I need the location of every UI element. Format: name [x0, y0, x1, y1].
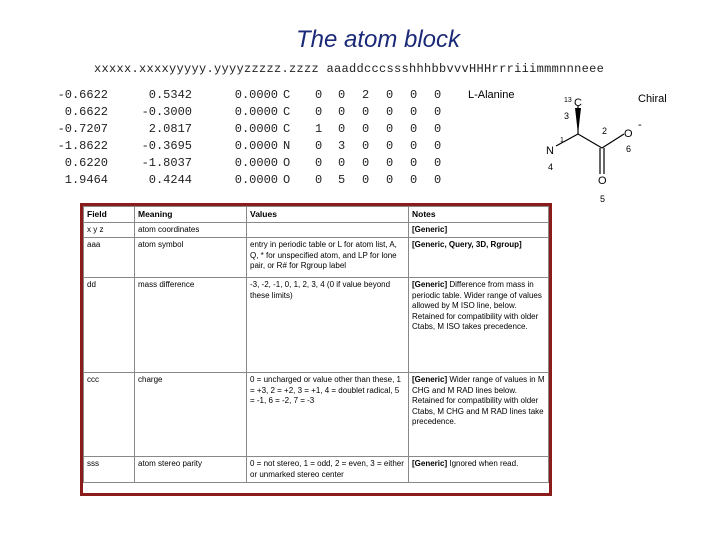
cell-notes	[409, 278, 549, 373]
atom-field: 0	[410, 88, 418, 102]
field-reference-table	[80, 203, 552, 496]
cell-notes	[409, 373, 549, 457]
atom-field: 0	[338, 156, 346, 170]
page-title: The atom block	[295, 26, 461, 53]
atom-field: 0	[362, 139, 370, 153]
table-row	[84, 373, 549, 457]
atom-z: 0.0000	[234, 88, 278, 102]
atom-field: 0	[362, 173, 370, 187]
table-row	[84, 238, 549, 278]
atom-field: 0	[338, 105, 346, 119]
atom-z: 0.0000	[234, 105, 278, 119]
atom-field: 0	[434, 139, 442, 153]
cell-notes: [Generic, Query, 3D, Rgroup]	[409, 238, 549, 278]
atom-z: 0.0000	[234, 122, 278, 136]
atom-c13: C	[574, 97, 582, 109]
atom-field: 0	[386, 105, 394, 119]
atom-field: 0	[362, 122, 370, 136]
cell-values: entry in periodic table or L for atom list, A, Q, * for unspecified atom, and LP for lone pair, or R# for Rgroup label	[247, 238, 409, 278]
cell-values: 0 = uncharged or value other than these, 1 = +3, 2 = +2, 3 = +1, 4 = doublet radical, 5 = -1, 6 = -2, 7 = -3	[247, 373, 409, 457]
atom-y: 2.0817	[148, 122, 192, 136]
atom-field: 0	[315, 156, 323, 170]
cell-meaning: atom symbol	[135, 238, 247, 278]
cell-notes	[409, 457, 549, 483]
atom-field: 0	[410, 173, 418, 187]
header-notes: Notes	[409, 207, 549, 223]
wedge-bond	[575, 108, 581, 134]
atom-field: 0	[338, 88, 346, 102]
cell-field: aaa	[84, 238, 135, 278]
num-13: 13	[564, 97, 572, 104]
molecule-name: L-Alanine	[468, 89, 515, 101]
cell-meaning: charge	[135, 373, 247, 457]
notes-text: Ignored when read.	[447, 459, 519, 468]
atom-z: 0.0000	[234, 156, 278, 170]
atom-y: -0.3000	[141, 105, 192, 119]
num-4: 4	[548, 162, 554, 172]
atom-field: 0	[434, 122, 442, 136]
atom-field: 5	[338, 173, 346, 187]
atom-z: 0.0000	[234, 139, 278, 153]
atom-field: 0	[434, 105, 442, 119]
cell-notes: [Generic]	[409, 222, 549, 238]
atom-symbol: O	[283, 173, 291, 187]
atom-x: -1.8622	[57, 139, 108, 153]
atom-x: 1.9464	[64, 173, 108, 187]
atom-field: 0	[386, 139, 394, 153]
atom-o-double: O	[598, 175, 607, 187]
table-row	[84, 222, 549, 238]
atom-n: N	[546, 145, 554, 157]
atom-field: 0	[315, 173, 323, 187]
atom-y: 0.4244	[148, 173, 192, 187]
table-row	[84, 457, 549, 483]
atom-symbol: O	[283, 156, 291, 170]
atom-x: 0.6622	[64, 105, 108, 119]
notes-tag: [Generic]	[412, 375, 448, 384]
num-1: 1	[560, 137, 564, 144]
bond-c2-o	[602, 134, 624, 148]
atom-field: 0	[386, 88, 394, 102]
atom-field: 0	[362, 156, 370, 170]
atom-symbol: C	[283, 105, 291, 119]
header-meaning: Meaning	[135, 207, 247, 223]
field-format-line: xxxxx.xxxxyyyyy.yyyyzzzzz.zzzz aaaddcccssshhhbbvvvHHHrrriiimmmnnneee	[94, 62, 605, 76]
cell-values	[247, 222, 409, 238]
atom-field: 0	[338, 122, 346, 136]
atom-field: 3	[338, 139, 346, 153]
charge-minus: -	[638, 119, 642, 131]
atom-field: 0	[315, 139, 323, 153]
num-6: 6	[626, 144, 632, 154]
notes-tag: [Generic]	[412, 459, 448, 468]
cell-meaning: atom stereo parity	[135, 457, 247, 483]
notes-tag: [Generic]	[412, 280, 448, 289]
chiral-label: Chiral	[638, 93, 667, 105]
atom-field: 0	[434, 156, 442, 170]
num-3: 3	[564, 111, 570, 121]
atom-field: 0	[386, 122, 394, 136]
atom-y: -1.8037	[141, 156, 192, 170]
cell-values: 0 = not stereo, 1 = odd, 2 = even, 3 = either or unmarked stereo center	[247, 457, 409, 483]
atom-field: 0	[410, 139, 418, 153]
header-values: Values	[247, 207, 409, 223]
num-5: 5	[600, 194, 606, 204]
atom-x: -0.7207	[57, 122, 108, 136]
notes-text: Wider range of values in M CHG and M RAD lines below. Retained for compatibility with older Ctabs, M CHG and M RAD lines take precedence.	[412, 375, 545, 426]
atom-field: 0	[410, 105, 418, 119]
atom-field: 0	[410, 122, 418, 136]
alanine-structure	[460, 82, 690, 212]
notes-text: Difference from mass in periodic table. Wider range of values allowed by M ISO line, below. Retained for compatibility with older Ctabs, M ISO takes precedence.	[412, 280, 542, 331]
header-field: Field	[84, 207, 135, 223]
atom-x: 0.6220	[64, 156, 108, 170]
atom-field: 0	[362, 105, 370, 119]
cell-field: sss	[84, 457, 135, 483]
atom-y: 0.5342	[148, 88, 192, 102]
cell-field: x y z	[84, 222, 135, 238]
atom-symbol: C	[283, 88, 291, 102]
bond-c1-c2	[578, 134, 602, 148]
atom-field: 0	[315, 105, 323, 119]
atom-x: -0.6622	[57, 88, 108, 102]
atom-field: 0	[410, 156, 418, 170]
atom-y: -0.3695	[141, 139, 192, 153]
atom-field: 0	[386, 173, 394, 187]
num-2: 2	[602, 126, 608, 136]
cell-meaning: atom coordinates	[135, 222, 247, 238]
cell-field: ccc	[84, 373, 135, 457]
atom-field: 1	[315, 122, 323, 136]
atom-field: 0	[315, 88, 323, 102]
atom-o-minus: O	[624, 128, 633, 140]
atom-field: 0	[434, 88, 442, 102]
cell-meaning: mass difference	[135, 278, 247, 373]
cell-values: -3, -2, -1, 0, 1, 2, 3, 4 (0 if value beyond these limits)	[247, 278, 409, 373]
atom-symbol: C	[283, 122, 291, 136]
atom-z: 0.0000	[234, 173, 278, 187]
atom-symbol: N	[283, 139, 291, 153]
table-header-row	[84, 207, 549, 223]
atom-field: 0	[434, 173, 442, 187]
atom-field: 0	[386, 156, 394, 170]
table-row	[84, 278, 549, 373]
cell-field: dd	[84, 278, 135, 373]
atom-field: 2	[362, 88, 370, 102]
